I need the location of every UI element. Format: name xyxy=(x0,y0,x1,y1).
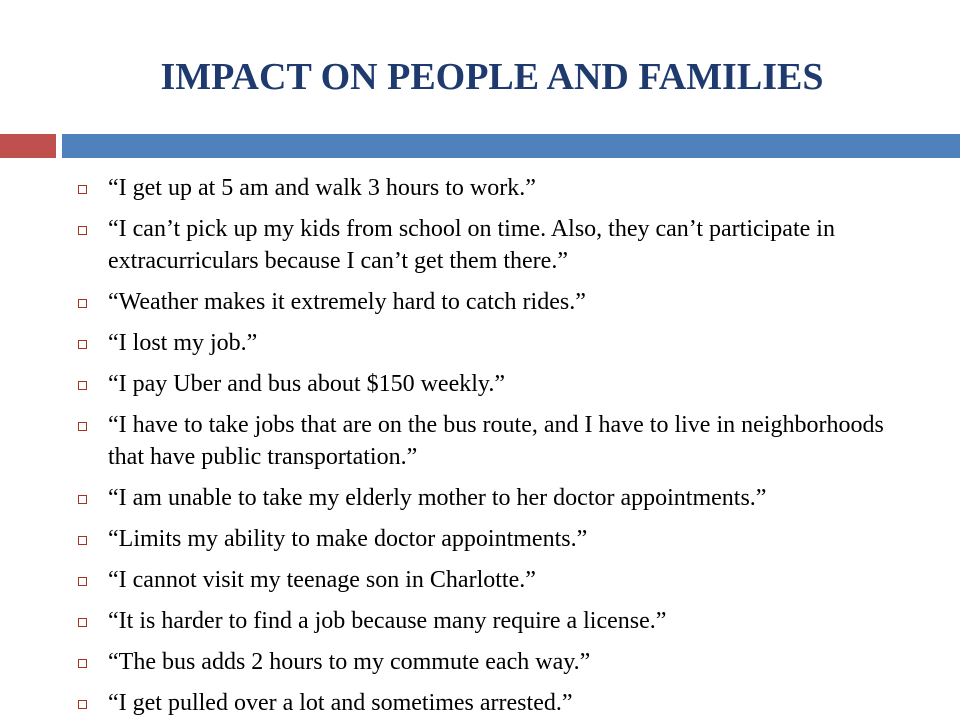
square-bullet-icon xyxy=(78,495,87,504)
square-bullet-icon xyxy=(78,299,87,308)
square-bullet-icon xyxy=(78,659,87,668)
quote-text: “I have to take jobs that are on the bus route, and I have to live in neighborhoods that have public transportation.” xyxy=(108,412,884,470)
quote-text: “Weather makes it extremely hard to catch rides.” xyxy=(108,289,586,315)
accent-bar-blue xyxy=(62,134,960,158)
quote-text: “I cannot visit my teenage son in Charlotte.” xyxy=(108,567,536,593)
quote-text: “I get up at 5 am and walk 3 hours to work.” xyxy=(108,175,536,201)
list-item xyxy=(75,646,915,678)
list-item xyxy=(75,213,915,277)
quote-text: “I am unable to take my elderly mother to her doctor appointments.” xyxy=(108,485,767,511)
square-bullet-icon xyxy=(78,536,87,545)
list-item xyxy=(75,286,915,318)
square-bullet-icon xyxy=(78,618,87,627)
square-bullet-icon xyxy=(78,577,87,586)
list-item xyxy=(75,605,915,637)
accent-bar-red xyxy=(0,134,56,158)
quote-text: “I pay Uber and bus about $150 weekly.” xyxy=(108,371,505,397)
square-bullet-icon xyxy=(78,226,87,235)
square-bullet-icon xyxy=(78,185,87,194)
list-item xyxy=(75,409,915,473)
list-item xyxy=(75,687,915,719)
list-item xyxy=(75,482,915,514)
list-item xyxy=(75,368,915,400)
slide-title: IMPACT ON PEOPLE AND FAMILIES xyxy=(160,56,824,98)
square-bullet-icon xyxy=(78,381,87,390)
list-item xyxy=(75,564,915,596)
square-bullet-icon xyxy=(78,340,87,349)
quote-text: “The bus adds 2 hours to my commute each way.” xyxy=(108,649,591,675)
list-item xyxy=(75,327,915,359)
quote-list xyxy=(75,172,915,720)
list-item xyxy=(75,523,915,555)
quote-text: “I can’t pick up my kids from school on time. Also, they can’t participate in extracurriculars because I can’t get them there.” xyxy=(108,216,835,274)
square-bullet-icon xyxy=(78,700,87,709)
quote-text: “Limits my ability to make doctor appointments.” xyxy=(108,526,588,552)
square-bullet-icon xyxy=(78,422,87,431)
quote-text: “I lost my job.” xyxy=(108,330,258,356)
list-item xyxy=(75,172,915,204)
quote-text: “It is harder to find a job because many require a license.” xyxy=(108,608,667,634)
quote-text: “I get pulled over a lot and sometimes arrested.” xyxy=(108,690,573,716)
